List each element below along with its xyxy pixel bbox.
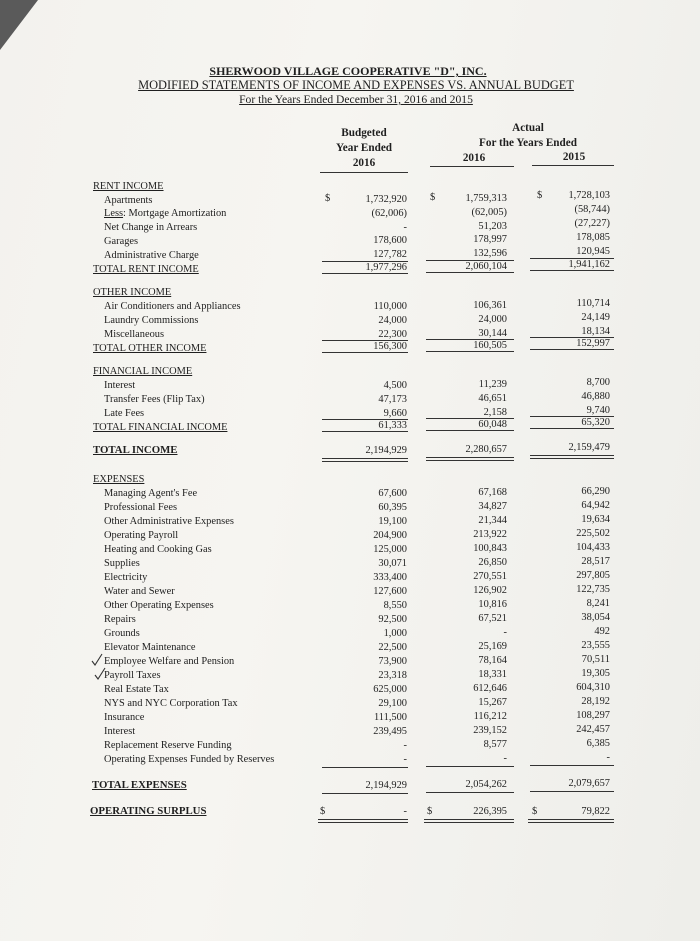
cell-actual-2015: 492 bbox=[594, 626, 610, 637]
cell-actual-2015: 64,942 bbox=[581, 500, 610, 511]
cell-budget: 2,194,929 bbox=[365, 445, 407, 456]
cell-budget: - bbox=[403, 740, 407, 751]
cell-budget: 8,550 bbox=[383, 600, 407, 611]
cell-actual-2015: 28,192 bbox=[581, 696, 610, 707]
cell-actual-2015: 46,880 bbox=[581, 391, 610, 402]
cell-actual-2015: 242,457 bbox=[576, 724, 610, 735]
cell-actual-2016: 46,651 bbox=[478, 393, 507, 404]
cell-actual-2015: 104,433 bbox=[576, 542, 610, 553]
row-label: Elevator Maintenance bbox=[104, 642, 196, 653]
row-label: Employee Welfare and Pension bbox=[104, 656, 235, 667]
cell-actual-2016: 2,158 bbox=[483, 407, 507, 418]
cell-budget: 92,500 bbox=[378, 614, 407, 625]
cell-budget: 22,300 bbox=[378, 329, 407, 340]
row-label: Managing Agent's Fee bbox=[104, 488, 198, 499]
cell-budget: 156,300 bbox=[373, 341, 407, 352]
row-label: Grounds bbox=[104, 628, 140, 639]
cell-budget: (62,006) bbox=[371, 208, 407, 219]
double-rule bbox=[424, 819, 514, 823]
cell-budget: 239,495 bbox=[373, 726, 407, 737]
row-label: Other Operating Expenses bbox=[104, 600, 214, 611]
cell-budget: 73,900 bbox=[378, 656, 407, 667]
cell-actual-2016: 26,850 bbox=[478, 557, 507, 568]
row-label: Late Fees bbox=[104, 408, 145, 419]
row-label: Interest bbox=[104, 380, 136, 391]
row-label: Laundry Commissions bbox=[104, 315, 199, 326]
cell-budget: 67,600 bbox=[378, 488, 407, 499]
row-label: Operating Expenses Funded by Reserves bbox=[104, 754, 275, 765]
row-label: NYS and NYC Corporation Tax bbox=[104, 698, 238, 709]
cell-actual-2015: 604,310 bbox=[576, 682, 610, 693]
row-label: Apartments bbox=[104, 195, 153, 206]
cell-budget: 9,660 bbox=[383, 408, 407, 419]
cell-actual-2015: 9,740 bbox=[586, 405, 610, 416]
double-rule bbox=[426, 457, 514, 461]
cell-actual-2015: 8,241 bbox=[586, 598, 610, 609]
cell-actual-2015: 122,735 bbox=[576, 584, 610, 595]
cell-budget: 125,000 bbox=[373, 544, 407, 555]
double-rule bbox=[318, 819, 408, 823]
cell-actual-2016: 60,048 bbox=[478, 419, 507, 430]
cell-actual-2016: 21,344 bbox=[478, 515, 507, 526]
subtotal-rule bbox=[322, 793, 408, 794]
cell-budget: 1,000 bbox=[383, 628, 407, 639]
cell-actual-2015: 1,941,162 bbox=[568, 259, 610, 270]
row-label: Real Estate Tax bbox=[104, 684, 169, 695]
handwritten-check-mark bbox=[91, 653, 103, 667]
statement-title: MODIFIED STATEMENTS OF INCOME AND EXPENSES VS. ANNUAL BUDGET bbox=[138, 78, 574, 92]
total-income-label: TOTAL INCOME bbox=[93, 444, 178, 456]
cell-budget: 2,194,929 bbox=[365, 780, 407, 791]
cell-actual-2016: 51,203 bbox=[478, 221, 507, 232]
cell-actual-2015: 38,054 bbox=[581, 612, 610, 623]
cell-actual-2016: 270,551 bbox=[473, 571, 507, 582]
cell-actual-2015: 66,290 bbox=[581, 486, 610, 497]
cell-actual-2015: 19,305 bbox=[581, 668, 610, 679]
actual-2015-heading-rule bbox=[532, 165, 614, 166]
cell-actual-2016: (62,005) bbox=[471, 207, 507, 218]
cell-budget: 127,600 bbox=[373, 586, 407, 597]
cell-actual-2016: 116,212 bbox=[473, 711, 507, 722]
row-label: Supplies bbox=[104, 558, 140, 569]
total-expenses-label: TOTAL EXPENSES bbox=[92, 779, 187, 791]
cell-actual-2016: 2,280,657 bbox=[465, 444, 507, 455]
subtotal-rule bbox=[322, 767, 408, 768]
section-expenses: EXPENSES bbox=[93, 474, 145, 485]
row-label: Insurance bbox=[104, 712, 145, 723]
row-label: Heating and Cooking Gas bbox=[104, 544, 212, 555]
cell-actual-2016: 239,152 bbox=[473, 725, 507, 736]
currency-symbol: $ bbox=[430, 192, 436, 203]
cell-budget: 178,600 bbox=[373, 235, 407, 246]
subtotal-rule bbox=[426, 792, 514, 793]
row-label: Other Administrative Expenses bbox=[104, 516, 234, 527]
total-other-income-label: TOTAL OTHER INCOME bbox=[93, 343, 207, 354]
row-label: Repairs bbox=[104, 614, 136, 625]
row-label: Professional Fees bbox=[104, 502, 178, 513]
row-label: Garages bbox=[104, 236, 139, 247]
cell-actual-2015: 1,728,103 bbox=[568, 190, 610, 201]
cell-actual-2015: 8,700 bbox=[586, 377, 610, 388]
cell-actual-2016: 25,169 bbox=[478, 641, 507, 652]
cell-actual-2016: 160,505 bbox=[473, 340, 507, 351]
row-label: Replacement Reserve Funding bbox=[104, 740, 232, 751]
cell-budget: - bbox=[403, 222, 407, 233]
currency-symbol: $ bbox=[537, 190, 543, 201]
row-label: Water and Sewer bbox=[104, 586, 175, 597]
cell-actual-2015: 152,997 bbox=[576, 338, 610, 349]
cell-actual-2016: - bbox=[503, 753, 507, 764]
actual-column-heading: Actual For the Years Ended bbox=[479, 122, 577, 149]
total-rent-income-label: TOTAL RENT INCOME bbox=[93, 264, 199, 275]
cell-actual-2015: 65,320 bbox=[581, 417, 610, 428]
cell-budget: 204,900 bbox=[373, 530, 407, 541]
currency-symbol: $ bbox=[427, 806, 433, 817]
company-name: SHERWOOD VILLAGE COOPERATIVE "D", INC. bbox=[209, 64, 487, 78]
cell-actual-2016: 2,060,104 bbox=[465, 261, 507, 272]
cell-actual-2016: 1,759,313 bbox=[465, 193, 507, 204]
double-rule bbox=[530, 455, 614, 459]
cell-actual-2016: 178,997 bbox=[473, 234, 507, 245]
cell-budget: 127,782 bbox=[373, 249, 407, 260]
subtotal-rule bbox=[530, 765, 614, 766]
cell-actual-2015: 23,555 bbox=[581, 640, 610, 651]
cell-budget: 23,318 bbox=[378, 670, 407, 681]
cell-budget: 1,977,296 bbox=[365, 262, 407, 273]
row-label: Air Conditioners and Appliances bbox=[104, 301, 241, 312]
row-label: Interest bbox=[104, 726, 136, 737]
cell-budget: - bbox=[403, 754, 407, 765]
section-rent-income: RENT INCOME bbox=[93, 181, 164, 192]
cell-actual-2015: 70,511 bbox=[581, 654, 610, 665]
cell-actual-2015: 225,502 bbox=[576, 528, 610, 539]
cell-actual-2016: 67,168 bbox=[478, 487, 507, 498]
cell-budget: 29,100 bbox=[378, 698, 407, 709]
cell-actual-2016: 8,577 bbox=[483, 739, 507, 750]
cell-budget: - bbox=[403, 806, 407, 817]
cell-actual-2015: (58,744) bbox=[574, 204, 610, 215]
cell-actual-2016: 11,239 bbox=[478, 379, 507, 390]
cell-budget: 19,100 bbox=[378, 516, 407, 527]
cell-actual-2016: 10,816 bbox=[478, 599, 507, 610]
cell-actual-2016: 213,922 bbox=[473, 529, 507, 540]
cell-actual-2015: 178,085 bbox=[576, 232, 610, 243]
cell-actual-2016: 2,054,262 bbox=[465, 779, 507, 790]
cell-actual-2015: 28,517 bbox=[581, 556, 610, 567]
cell-budget: 625,000 bbox=[373, 684, 407, 695]
currency-symbol: $ bbox=[532, 806, 538, 817]
cell-actual-2015: 6,385 bbox=[586, 738, 610, 749]
cell-budget: 47,173 bbox=[378, 394, 407, 405]
cell-actual-2015: 79,822 bbox=[581, 806, 610, 817]
cell-budget: 24,000 bbox=[378, 315, 407, 326]
row-label: Less: Mortgage Amortization bbox=[104, 208, 227, 219]
cell-actual-2015: (27,227) bbox=[574, 218, 610, 229]
cell-actual-2016: 30,144 bbox=[478, 328, 507, 339]
cell-budget: 22,500 bbox=[378, 642, 407, 653]
cell-actual-2016: 106,361 bbox=[473, 300, 507, 311]
cell-actual-2015: 120,945 bbox=[576, 246, 610, 257]
corner-shadow bbox=[0, 0, 38, 50]
cell-actual-2016: 612,646 bbox=[473, 683, 507, 694]
cell-budget: 4,500 bbox=[383, 380, 407, 391]
cell-actual-2016: 78,164 bbox=[478, 655, 507, 666]
statement-period: For the Years Ended December 31, 2016 and 2015 bbox=[239, 93, 473, 106]
cell-budget: 110,000 bbox=[373, 301, 407, 312]
currency-symbol: $ bbox=[325, 193, 331, 204]
cell-actual-2016: 226,395 bbox=[473, 806, 507, 817]
subtotal-rule bbox=[530, 791, 614, 792]
cell-budget: 1,732,920 bbox=[365, 194, 407, 205]
row-label: Miscellaneous bbox=[104, 329, 165, 340]
operating-surplus-label: OPERATING SURPLUS bbox=[90, 805, 207, 817]
cell-actual-2015: 2,079,657 bbox=[568, 778, 610, 789]
cell-actual-2015: 24,149 bbox=[581, 312, 610, 323]
row-label: Administrative Charge bbox=[104, 250, 199, 261]
cell-actual-2016: 24,000 bbox=[478, 314, 507, 325]
actual-2016-heading: 2016 bbox=[462, 152, 486, 164]
cell-actual-2016: 34,827 bbox=[478, 501, 507, 512]
cell-actual-2016: 126,902 bbox=[473, 585, 507, 596]
actual-2016-heading-rule bbox=[430, 166, 514, 167]
cell-budget: 111,500 bbox=[374, 712, 407, 723]
cell-actual-2015: 19,634 bbox=[581, 514, 610, 525]
total-financial-income-label: TOTAL FINANCIAL INCOME bbox=[93, 422, 228, 433]
subtotal-rule bbox=[426, 766, 514, 767]
row-label: Operating Payroll bbox=[104, 530, 179, 541]
actual-2015-heading: 2015 bbox=[562, 151, 586, 163]
currency-symbol: $ bbox=[320, 806, 326, 817]
row-label: Net Change in Arrears bbox=[104, 222, 198, 233]
cell-actual-2016: - bbox=[503, 627, 507, 638]
double-rule bbox=[322, 458, 408, 462]
cell-actual-2016: 100,843 bbox=[473, 543, 507, 554]
double-rule bbox=[528, 819, 614, 823]
cell-actual-2016: 15,267 bbox=[478, 697, 507, 708]
cell-budget: 30,071 bbox=[378, 558, 407, 569]
budget-heading-rule bbox=[320, 172, 408, 173]
cell-actual-2015: 2,159,479 bbox=[568, 442, 610, 453]
cell-actual-2015: 110,714 bbox=[576, 298, 610, 309]
row-label: Electricity bbox=[104, 572, 148, 583]
cell-actual-2015: 297,805 bbox=[576, 570, 610, 581]
cell-actual-2015: 108,297 bbox=[576, 710, 610, 721]
cell-actual-2016: 67,521 bbox=[478, 613, 507, 624]
cell-budget: 61,333 bbox=[378, 420, 407, 431]
row-label: Transfer Fees (Flip Tax) bbox=[104, 394, 205, 405]
cell-actual-2016: 132,596 bbox=[473, 248, 507, 259]
budget-column-heading: Budgeted Year Ended 2016 bbox=[335, 127, 393, 169]
section-financial-income: FINANCIAL INCOME bbox=[93, 366, 193, 377]
section-other-income: OTHER INCOME bbox=[93, 287, 172, 298]
cell-budget: 333,400 bbox=[373, 572, 407, 583]
cell-actual-2015: 18,134 bbox=[581, 326, 610, 337]
cell-actual-2016: 18,331 bbox=[478, 669, 507, 680]
cell-budget: 60,395 bbox=[378, 502, 407, 513]
row-label: Payroll Taxes bbox=[104, 670, 161, 681]
cell-actual-2015: - bbox=[606, 752, 610, 763]
